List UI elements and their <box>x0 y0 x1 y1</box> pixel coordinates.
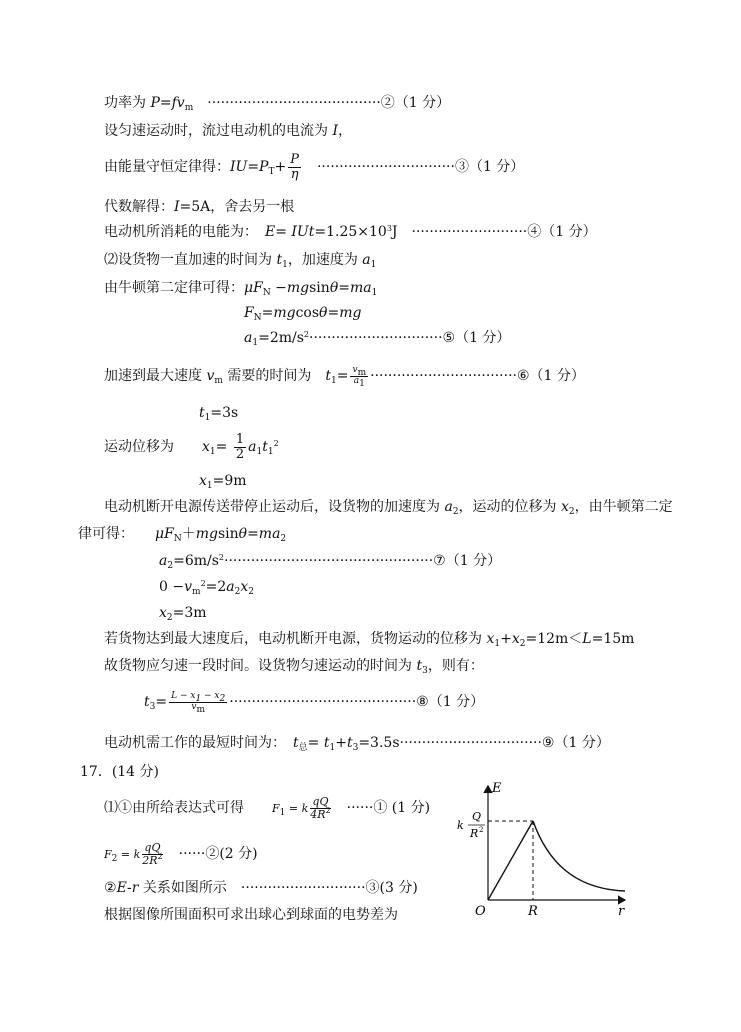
line-energy-conservation: 由能量守恒定律得：$IU=P_T+$ $\frac{P}{\eta}$ ·······························③（1 分） <box>104 151 525 182</box>
linear-segment <box>488 821 533 900</box>
e-r-graph <box>455 780 635 922</box>
line-newton-deceleration: 律可得： $\mu F_N+mgsin\theta=ma_2$ <box>78 526 287 544</box>
line-t1-result: $t_1=3s$ <box>199 405 239 423</box>
line-kinematics-equation: $0 -v_m^2=2a_2x_2$ <box>159 579 255 597</box>
line-x1-result: $x_1=9m$ <box>199 473 247 491</box>
r-axis-label: r <box>618 904 625 919</box>
line-normal-force: $F_N=mgcos\theta=mg$ <box>244 305 362 323</box>
fraction-p-over-eta: $\frac{P}{\eta}$ <box>290 151 299 182</box>
line-a2-result: $a_2=6m/s^2\cdot\cdot\cdot\cdot\cdot\cdot\cdot\cdot\cdot\cdot\cdot\cdot\cdot\cdot\cdot\cdot\cdot\cdot\cdot\cdot\cdot\cdot\cdot\cdot\cdot\cdot\cdot\cdot\cdot\cdot\cdot\cdot\cdot\cdot\cdot\cdot\cdot\cdot\cdot\cdot\cdot\cdot\cdot\cdot\cdot\cdot\cdot ⑦(1$ 分） <box>159 553 502 571</box>
line-solve-current: 代数解得：I=5A，舍去另一根 <box>104 199 295 215</box>
line-deceleration-intro: 电动机断开电源传送带停止运动后，设货物的加速度为 $a_2$，运动的位移为 $x_2$，由牛顿第二定 <box>104 499 673 517</box>
line-uniform-motion: 故货物应匀速一段时间。设货物匀速运动的时间为 $t_3$，则有： <box>104 658 484 676</box>
question-17-header: 17．(14 分) <box>80 764 160 780</box>
line-min-work-time: 电动机需工作的最短时间为： $t_总=$ $t_1+t_3=3.5s\cdot\cdot\cdot\cdot\cdot\cdot\cdot\cdot\cdot\cdot\cdot\cdot\cdot\cdot\cdot\cdot\cdot\cdot\cdot\cdot\cdot\cdot\cdot\cdot\cdot\cdot\cdot\cdot\cdot\cdot\cdot\cdot ⑨(1$ 分） <box>104 735 610 753</box>
line-displacement-formula: 运动位移为 $x_1=$ $\frac{1}{2}$ $a_1t_1^2$ <box>104 431 279 462</box>
fraction-qQ-over-2R2: $\frac{qQ}{2R^2}$ <box>142 840 163 867</box>
line-f1-formula: ⑴①由所给表达式可得 $F_1 = k$ $\frac{qQ}{4R^2}$ ······① (1 分) <box>104 794 431 821</box>
line-total-displacement: 若货物达到最大速度后，电动机断开电源，货物运动的位移为 $x_1+x_2=12m<L=15m$ <box>104 631 635 649</box>
line-accel-time: 加速到最大速度 $v_m$ 需要的时间为 $t_1=$ $\frac{v_m}{a_1}$ ·································⑥（1 分） <box>104 365 585 389</box>
line-newton-second-law: 由牛顿第二定律可得：$\mu F_N -mgsin\theta=ma_1$ <box>104 280 378 298</box>
fraction-qQ-over-4R2: $\frac{qQ}{4R^2}$ <box>310 794 331 821</box>
line-a1-result: $a_1=2m/s^2\cdot\cdot\cdot\cdot\cdot\cdot\cdot\cdot\cdot\cdot\cdot\cdot\cdot\cdot\cdot\cdot\cdot\cdot\cdot\cdot\cdot\cdot\cdot\cdot\cdot\cdot\cdot\cdot\cdot\cdot ⑤(1$ 分） <box>244 330 511 348</box>
fraction-t3: $\frac{L - x_1 - x_2}{v_m}$ <box>171 691 226 715</box>
origin-label: O <box>475 904 486 919</box>
fraction-one-half: $\frac{1}{2}$ <box>235 431 245 462</box>
e-axis-label: E <box>492 781 502 796</box>
r-tick-label: R <box>528 904 538 919</box>
peak-denominator-exponent: 2 <box>479 826 484 834</box>
line-electric-energy: 电动机所消耗的电能为： $E= IUt=1.25\times 10^3J$ ··························④（1 分） <box>104 224 597 240</box>
line-er-relation: ②E-r 关系如图所示 ····························③(3 分) <box>104 880 418 896</box>
inverse-square-curve <box>533 821 625 891</box>
peak-k-label: k <box>457 819 464 832</box>
fraction-vm-over-a1: $\frac{v_m}{a_1}$ <box>352 365 367 389</box>
line-x2-result: $x_2=3m$ <box>159 605 207 623</box>
line-current-assumption: 设匀速运动时，流过电动机的电流为 I， <box>104 123 352 139</box>
peak-denominator: R <box>470 827 479 840</box>
line-power: 功率为 $P=fv_m$ ·······································②（1 分） <box>104 95 451 113</box>
line-potential-difference: 根据图像所围面积可求出球心到球面的电势差为 <box>104 907 398 923</box>
line-t3-formula: $t_3=$ $\frac{L - x_1 - x_2}{v_m}$ ··········································⑧（1 分） <box>144 691 485 715</box>
peak-numerator: Q <box>472 810 482 823</box>
line-acceleration-assumption: ⑵设货物一直加速的时间为 $t_1$，加速度为 $a_1$ <box>104 252 377 270</box>
line-f2-formula: $F_2 = k$ $\frac{qQ}{2R^2}$ ······②(2 分) <box>104 840 258 867</box>
